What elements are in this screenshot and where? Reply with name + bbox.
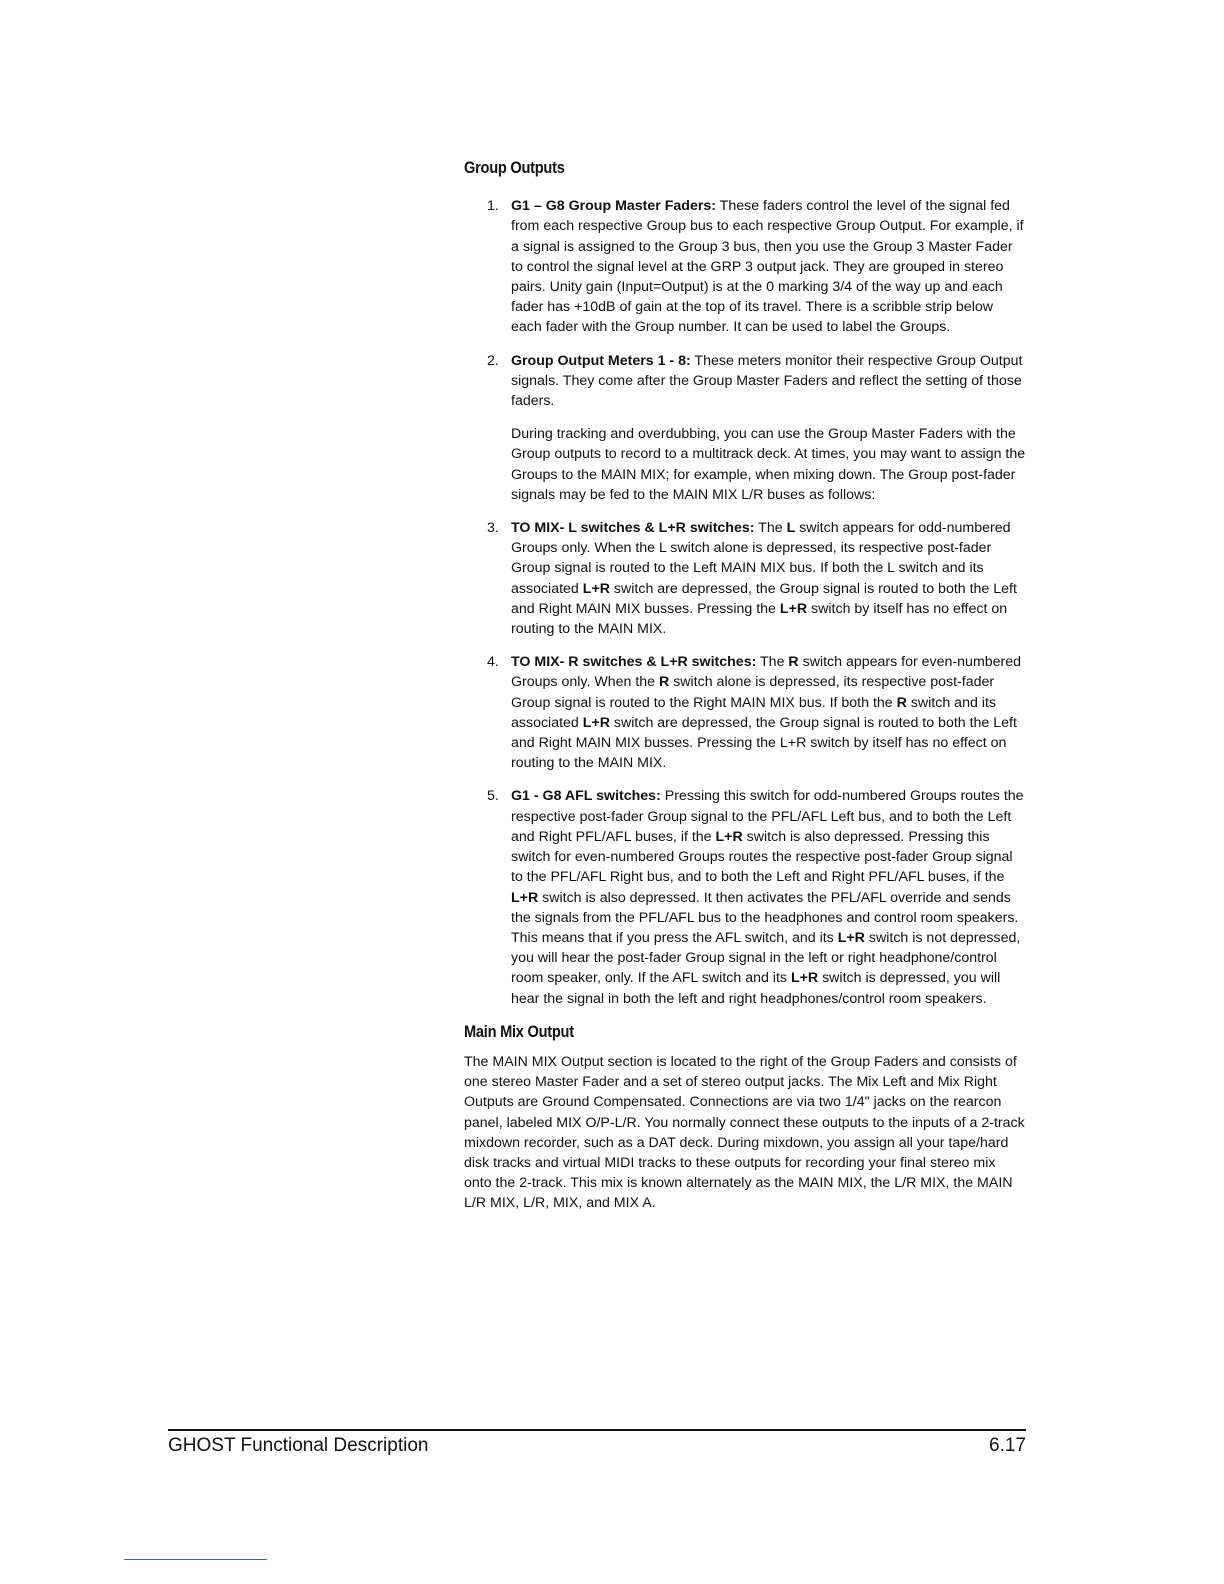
item-title: G1 – G8 Group Master Faders:	[511, 198, 716, 215]
page-content	[464, 158, 1026, 1214]
item-text: switch is also depressed. Pressing this switch for even-numbered Groups routes the respective post-fader Group signal to the PFL/AFL Right bus, and to both the Left and Right PFL/AFL buses, if the	[511, 828, 1013, 886]
item-text: The	[754, 520, 787, 537]
section-heading-main-mix-output: Main Mix Output	[464, 1021, 574, 1041]
item-text: Pressing this switch for odd-numbered Groups routes the respective post-fader Group signal to the PFL/AFL Left bus, and to both the Left and Right PFL/AFL buses, if the	[511, 788, 1024, 845]
list-item	[464, 351, 1026, 505]
item-text: switch appears for odd-numbered Groups only. When the L switch alone is depressed, its respective post-fader Group signal is routed to the Left MAIN MIX bus. If both the L switch and its associated	[511, 520, 1011, 597]
item-text: switch appears for even-numbered Groups only. When the	[511, 654, 1022, 691]
item-text: switch are depressed, the Group signal is routed to both the Left and Right MAIN MIX busses. Pressing the	[511, 580, 1017, 617]
item-text: switch and its associated	[511, 694, 996, 731]
item-text-bold: R	[896, 694, 907, 711]
item-text: The	[756, 654, 789, 671]
group-outputs-list	[464, 196, 1026, 1009]
item-text-bold: L+R	[582, 580, 610, 597]
footer-divider	[168, 1429, 1026, 1431]
item-title: TO MIX- R switches & L+R switches:	[511, 654, 757, 671]
item-number: 2.	[487, 352, 499, 369]
corner-divider	[124, 1559, 267, 1560]
item-text-bold: L+R	[715, 828, 743, 845]
item-text: These faders control the level of the signal fed from each respective Group bus to each respective Group Output. For example, if a signal is assigned to the Group 3 bus, then you use the Group 3 Master Fader to control the signal level at the GRP 3 output jack. They are grouped in stereo pairs. Unity gain (Input=Output) is at the 0 marking 3/4 of the way up and each fader has +10dB of gain at the top of its travel. There is a scribble strip below each fader with the Group number. It can be used to label the Groups.	[511, 198, 1024, 336]
item-number: 4.	[487, 654, 499, 671]
list-item	[464, 652, 1026, 773]
item-text: These meters monitor their respective Group Output signals. They come after the Group Master Faders and reflect the setting of those faders.	[511, 352, 1023, 410]
item-text-bold: R	[788, 654, 799, 671]
item-number: 1.	[487, 198, 499, 215]
item-paragraph	[511, 351, 1026, 412]
item-text: switch are depressed, the Group signal is routed to both the Left and Right MAIN MIX busses. Pressing the L+R switch by itself has no effect on routing to the MAIN MIX.	[511, 714, 1017, 772]
footer-title: GHOST Functional Description	[168, 1435, 429, 1456]
item-text: switch is also depressed. It then activates the PFL/AFL override and sends the signals from the PFL/AFL bus to the headphones and control room speakers. This means that if you press the AFL switch, and its	[511, 889, 1019, 946]
item-text-bold: L+R	[582, 714, 610, 731]
list-item	[464, 786, 1026, 1008]
item-text-bold: L	[786, 520, 796, 537]
section-heading-group-outputs: Group Outputs	[464, 158, 565, 177]
item-text: switch alone is depressed, its respective post-fader Group signal is routed to the Right MAIN MIX bus. If both the	[511, 674, 995, 711]
item-text-bold: L+R	[511, 889, 539, 906]
item-text: switch is depressed, you will hear the signal in both the left and right headphones/control room speakers.	[511, 970, 1001, 1007]
item-number: 3.	[487, 520, 499, 537]
item-title: TO MIX- L switches & L+R switches:	[511, 520, 755, 537]
list-item	[464, 196, 1026, 337]
item-paragraph	[511, 518, 1026, 639]
list-item	[464, 518, 1026, 639]
main-mix-paragraph: The MAIN MIX Output section is located to the right of the Group Faders and consists of one stereo Master Fader and a set of stereo output jacks. The Mix Left and Mix Right Outputs are Ground Compensated. Connections are via two 1/4" jacks on the rearcon panel, labeled MIX O/P-L/R. You normally connect these outputs to the inputs of a 2-track mixdown recorder, such as a DAT deck. During mixdown, you assign all your tape/hard disk tracks and virtual MIDI tracks to these outputs for recording your final stereo mix onto the 2-track. This mix is known alternately as the MAIN MIX, the L/R MIX, the MAIN L/R MIX, L/R, MIX, and MIX A.	[464, 1053, 1025, 1212]
item-text-bold: L+R	[790, 970, 819, 987]
item-extra-paragraph: During tracking and overdubbing, you can use the Group Master Faders with the Group outputs to record to a multitrack deck. At times, you may want to assign the Groups to the MAIN MIX; for example, when mixing down. The Group post-fader signals may be fed to the MAIN MIX L/R buses as follows:	[511, 426, 1026, 503]
item-paragraph	[511, 196, 1026, 337]
item-text-bold: L+R	[837, 929, 865, 946]
item-text: switch by itself has no effect on routing to the MAIN MIX.	[511, 600, 1008, 638]
item-paragraph	[511, 786, 1026, 1008]
item-number: 5.	[487, 788, 499, 805]
item-text-bold: R	[659, 674, 670, 691]
item-title: G1 - G8 AFL switches:	[511, 788, 661, 805]
item-paragraph	[511, 652, 1026, 773]
item-text-bold: L+R	[779, 600, 808, 617]
item-text: switch is not depressed, you will hear the post-fader Group signal in the left or right headphone/control room speaker, only. If the AFL switch and its	[511, 929, 1021, 987]
item-title: Group Output Meters 1 - 8:	[511, 352, 691, 369]
page-number: 6.17	[989, 1435, 1026, 1456]
